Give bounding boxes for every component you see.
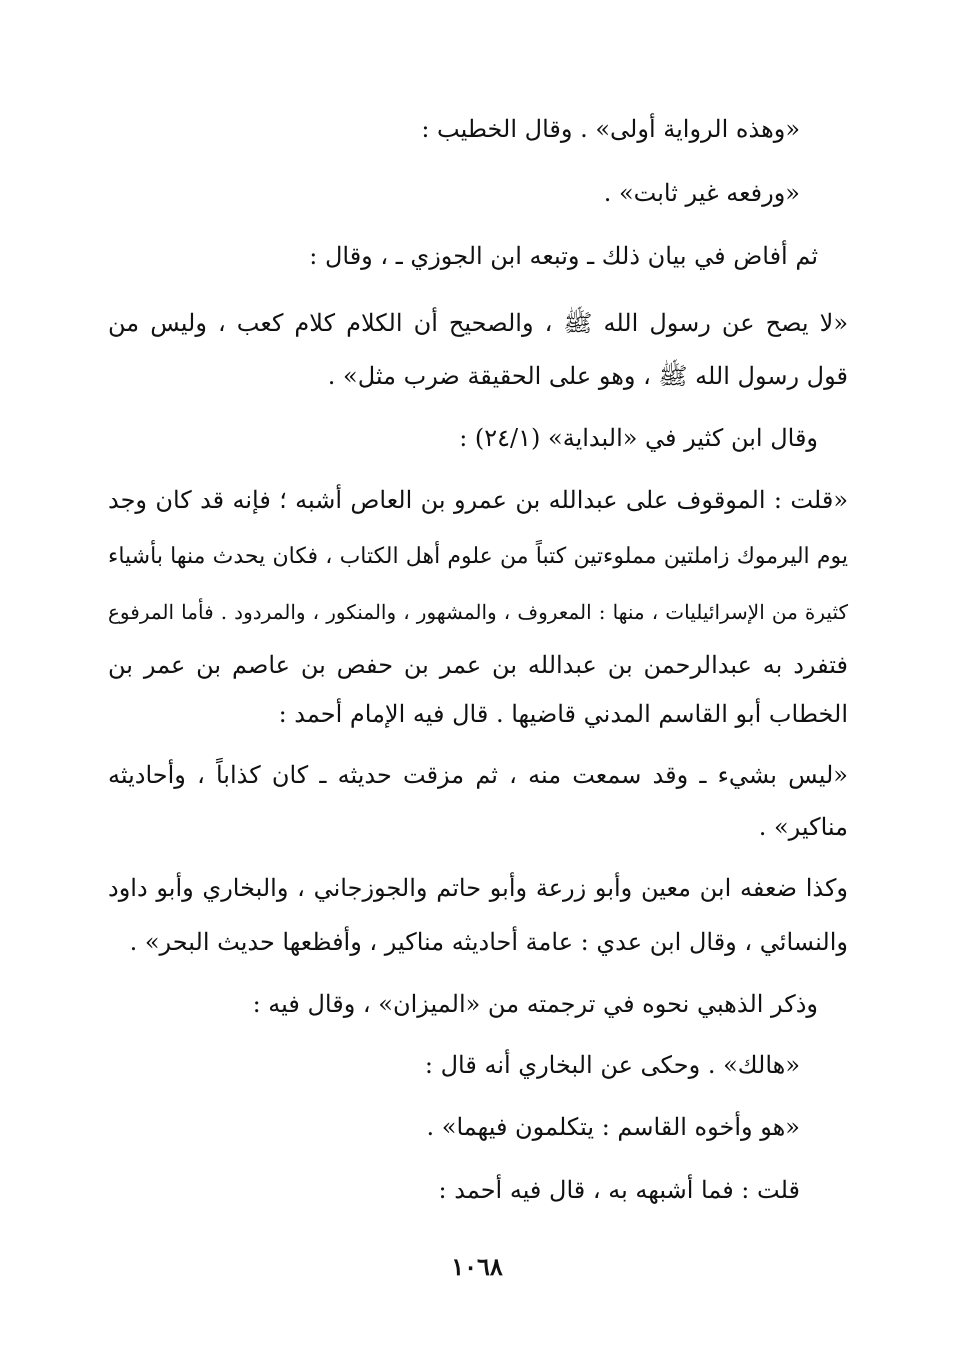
text-line-2: «ورفعه غير ثابت» . xyxy=(603,179,800,207)
text-line-16: وذكر الذهبي نحوه في ترجمته من «الميزان» ، وقال فيه : xyxy=(252,990,818,1018)
text-line-6: وقال ابن كثير في «البداية» (٢٤/١) : xyxy=(459,424,818,452)
text-line-5: قول رسول الله ﷺ ، وهو على الحقيقة ضرب مثل» . xyxy=(327,362,848,390)
text-line-4: «لا يصح عن رسول الله ﷺ ، والصحيح أن الكلام كلام كعب ، وليس من xyxy=(108,309,848,337)
text-line-1: «وهذه الرواية أولى» . وقال الخطيب : xyxy=(421,115,800,143)
text-line-10: فتفرد به عبدالرحمن بن عبدالله بن عمر بن حفص بن عاصم بن عمر بن xyxy=(108,651,848,679)
text-line-3: ثم أفاض في بيان ذلك ـ وتبعه ابن الجوزي ـ ، وقال : xyxy=(309,242,818,270)
text-line-7: «قلت : الموقوف على عبدالله بن عمرو بن العاص أشبه ؛ فإنه قد كان وجد xyxy=(108,486,848,514)
text-line-14: وكذا ضعفه ابن معين وأبو زرعة وأبو حاتم والجوزجاني ، والبخاري وأبو داود xyxy=(108,874,848,902)
text-line-13: مناكير» . xyxy=(758,813,848,841)
text-line-18: «هو وأخوه القاسم : يتكلمون فيهما» . xyxy=(426,1113,800,1141)
text-line-9: كثيرة من الإسرائيليات ، منها : المعروف ، والمشهور ، والمنكور ، والمردود . فأما المرفوع xyxy=(108,600,848,624)
text-line-17: «هالك» . وحكى عن البخاري أنه قال : xyxy=(424,1051,800,1079)
page-number: ١٠٦٨ xyxy=(451,1252,503,1281)
text-line-12: «ليس بشيء ـ وقد سمعت منه ، ثم مزقت حديثه ـ كان كذاباً ، وأحاديثه xyxy=(108,761,848,789)
text-line-8: يوم اليرموك زاملتين مملوءتين كتباً من علوم أهل الكتاب ، فكان يحدث منها بأشياء xyxy=(108,544,848,569)
text-line-19: قلت : فما أشبهه به ، قال فيه أحمد : xyxy=(438,1176,800,1204)
text-line-11: الخطاب أبو القاسم المدني قاضيها . قال فيه الإمام أحمد : xyxy=(278,700,848,728)
text-line-15: والنسائي ، وقال ابن عدي : عامة أحاديثه مناكير ، وأفظعها حديث البحر» . xyxy=(129,928,848,956)
